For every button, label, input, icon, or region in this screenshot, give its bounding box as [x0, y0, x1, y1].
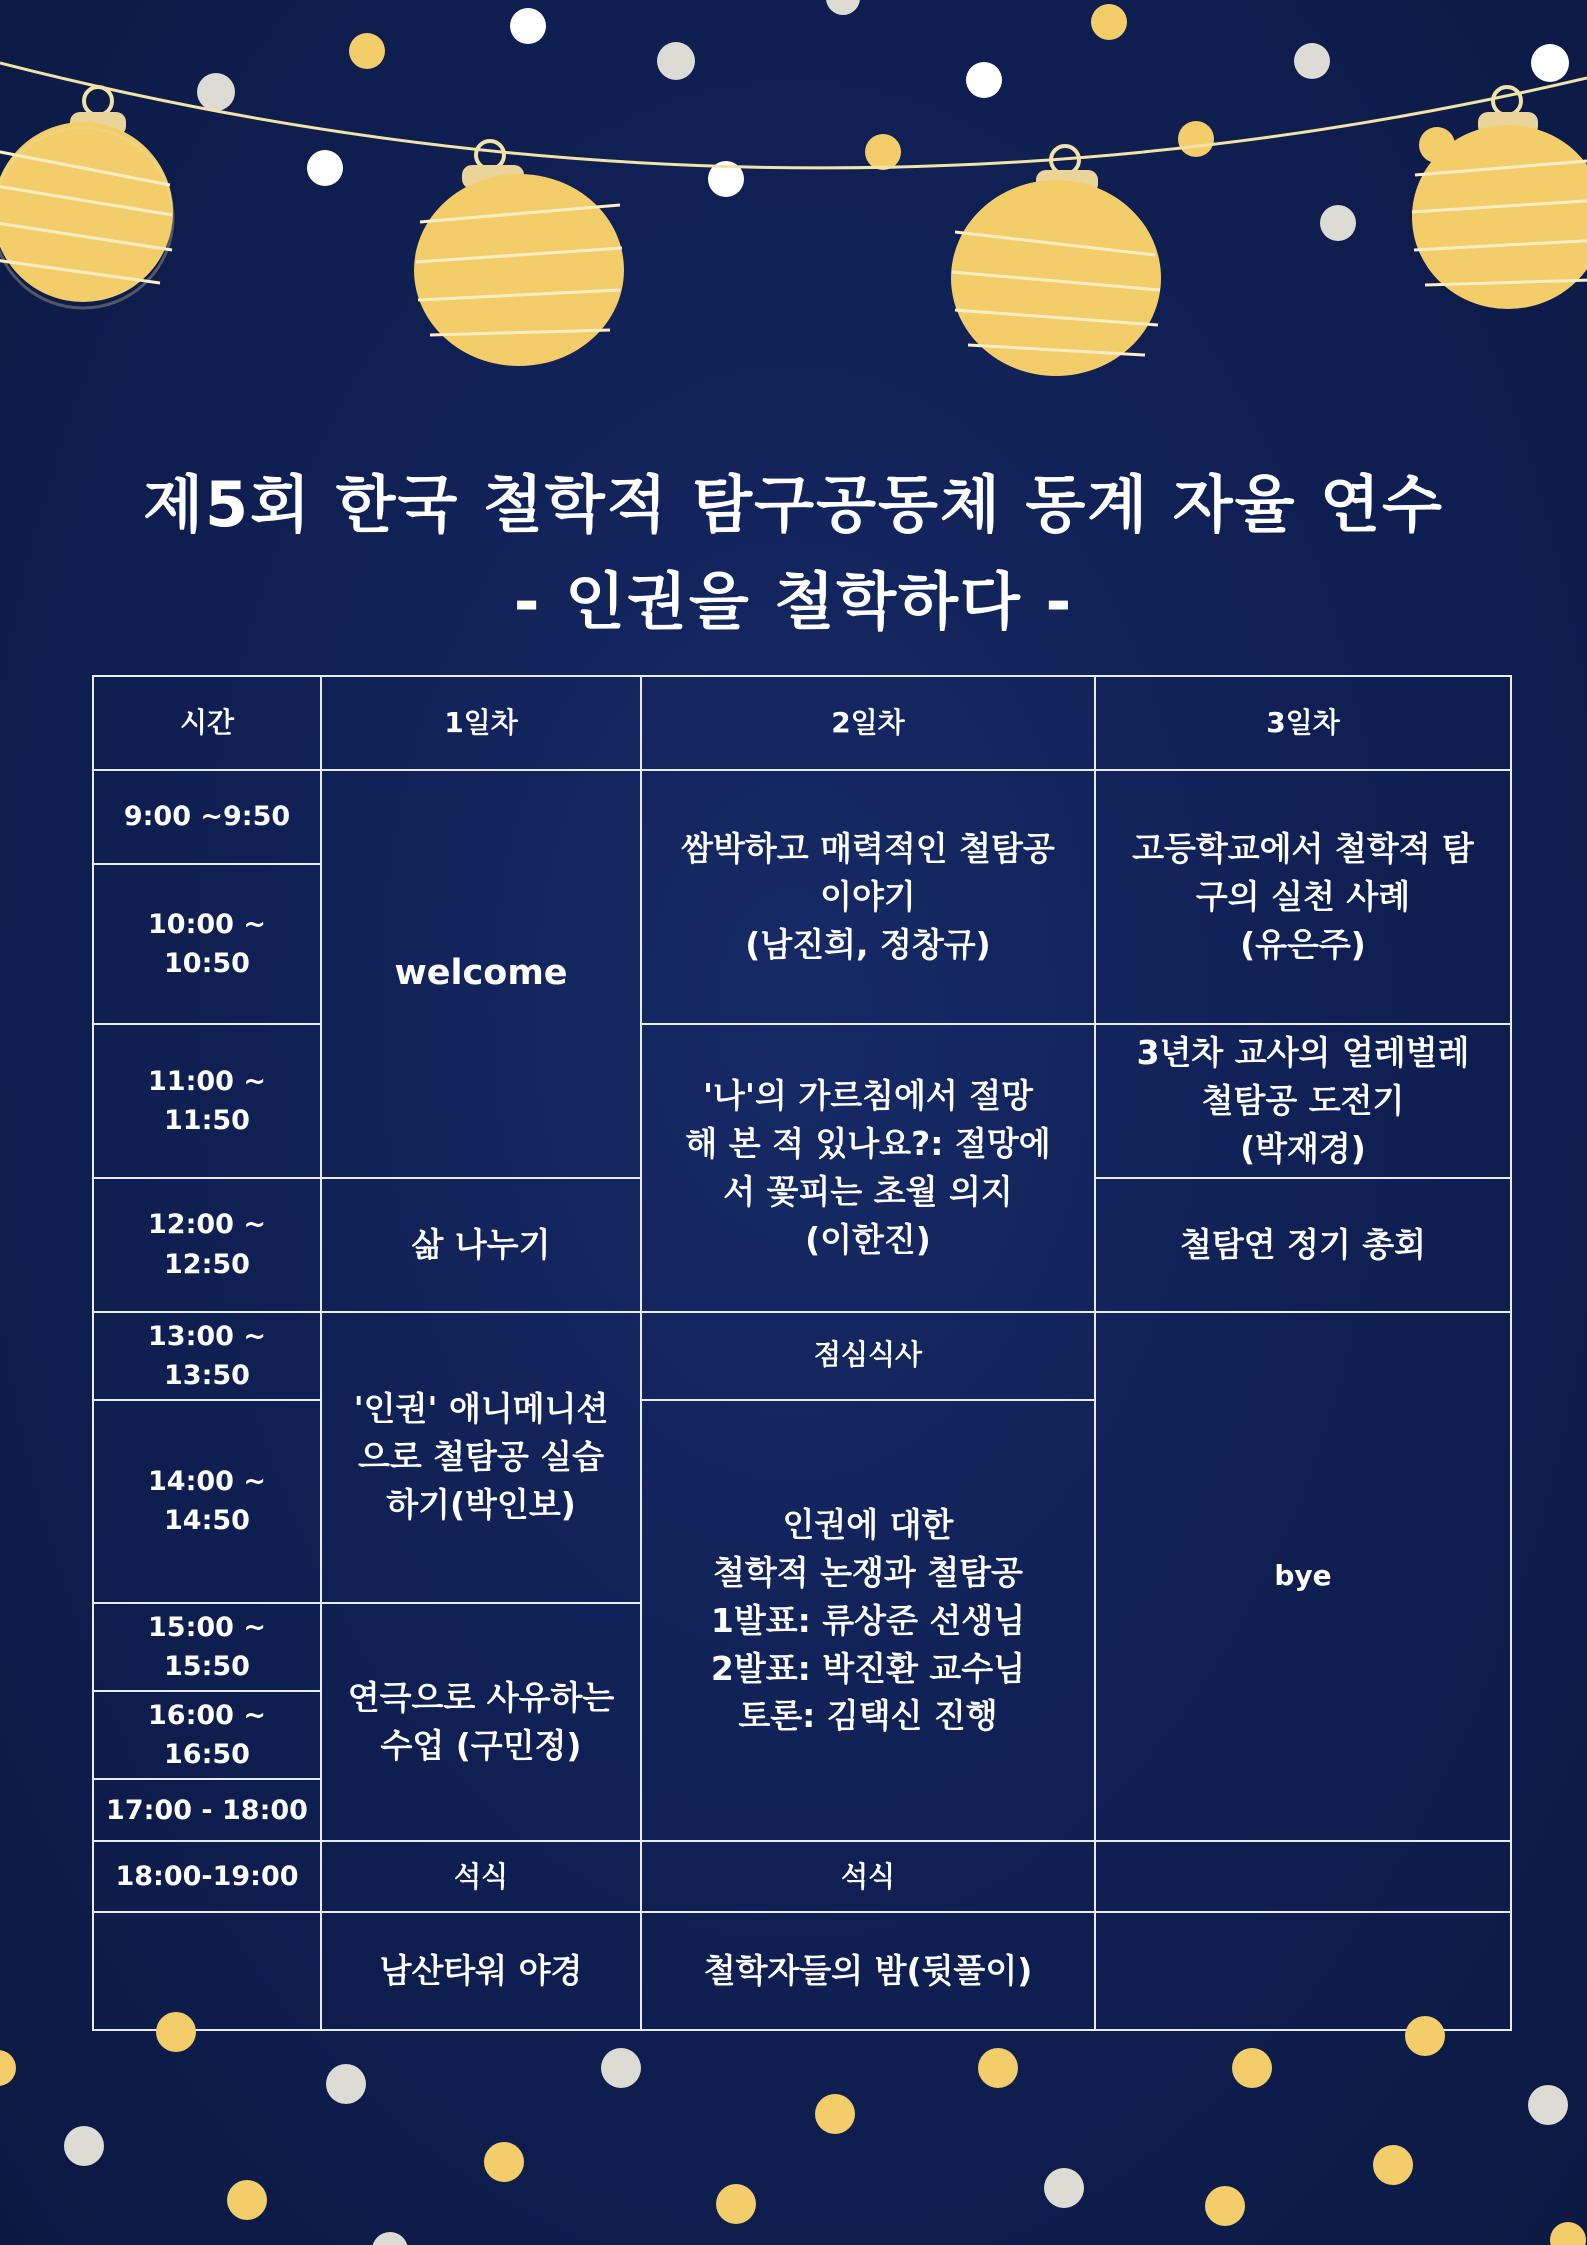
- table-row: [93, 1312, 1511, 1400]
- time-slot: 13:00 ~ 13:50: [93, 1312, 321, 1400]
- day1-dinner: 석식: [321, 1841, 641, 1912]
- day1-welcome: welcome: [321, 770, 641, 1178]
- header-day3: 3일차: [1095, 676, 1511, 770]
- day3-story: 3년차 교사의 얼레벌레 철탐공 도전기 (박재경): [1095, 1024, 1511, 1178]
- day3-dinner: [1095, 1841, 1511, 1912]
- day3-meeting: 철탐연 정기 총회: [1095, 1178, 1511, 1312]
- table-header-row: [93, 676, 1511, 770]
- time-slot: 14:00 ~ 14:50: [93, 1400, 321, 1603]
- confetti-dots-bottom: [0, 1990, 1587, 2245]
- day1-life-share: 삶 나누기: [321, 1178, 641, 1312]
- time-slot: 16:00 ~ 16:50: [93, 1691, 321, 1779]
- lantern-1: [0, 87, 173, 308]
- day2-dinner: 석식: [641, 1841, 1095, 1912]
- table-row: [93, 1841, 1511, 1912]
- time-slot: 15:00 ~ 15:50: [93, 1603, 321, 1691]
- page-subtitle: - 인권을 철학하다 -: [513, 565, 1074, 638]
- table-row: [93, 1024, 1511, 1178]
- day1-animation: '인권' 애니메니션 으로 철탐공 실습 하기(박인보): [321, 1312, 641, 1603]
- garland-string: [0, 63, 1587, 168]
- time-slot: 10:00 ~ 10:50: [93, 864, 321, 1024]
- table-row: [93, 770, 1511, 864]
- day3-case: 고등학교에서 철학적 탐 구의 실천 사례 (유은주): [1095, 770, 1511, 1024]
- day3-bye: bye: [1095, 1312, 1511, 1842]
- schedule-table: [92, 675, 1512, 2031]
- day1-drama: 연극으로 사유하는 수업 (구민정): [321, 1603, 641, 1842]
- lantern-2: [414, 141, 624, 366]
- lantern-4: [1412, 87, 1587, 309]
- day2-lunch: 점심식사: [641, 1312, 1095, 1400]
- time-slot: 11:00 ~ 11:50: [93, 1024, 321, 1178]
- day2-night: 철학자들의 밤(뒷풀이): [641, 1912, 1095, 2030]
- time-slot: 9:00 ~9:50: [93, 770, 321, 864]
- time-slot: 18:00-19:00: [93, 1841, 321, 1912]
- day2-debate: 인권에 대한 철학적 논쟁과 철탐공 1발표: 류상준 선생님 2발표: 박진환 교수님 토론: 김택신 진행: [641, 1400, 1095, 1842]
- header-time: 시간: [93, 676, 321, 770]
- day2-talk1: 쌈박하고 매력적인 철탐공 이야기 (남진희, 정창규): [641, 770, 1095, 1024]
- time-slot: 17:00 - 18:00: [93, 1779, 321, 1841]
- lantern-garland-decoration: [0, 0, 1587, 400]
- time-slot: 12:00 ~ 12:50: [93, 1178, 321, 1312]
- header-day2: 2일차: [641, 676, 1095, 770]
- confetti-dots-top: [197, 0, 1569, 241]
- header-day1: 1일차: [321, 676, 641, 770]
- lantern-3: [951, 146, 1161, 376]
- day2-talk2: '나'의 가르침에서 절망 해 본 적 있나요?: 절망에 서 꽃피는 초월 의지 (이한진): [641, 1024, 1095, 1312]
- page-title: 제5회 한국 철학적 탐구공동체 동계 자율 연수: [143, 468, 1444, 541]
- day1-night: 남산타워 야경: [321, 1912, 641, 2030]
